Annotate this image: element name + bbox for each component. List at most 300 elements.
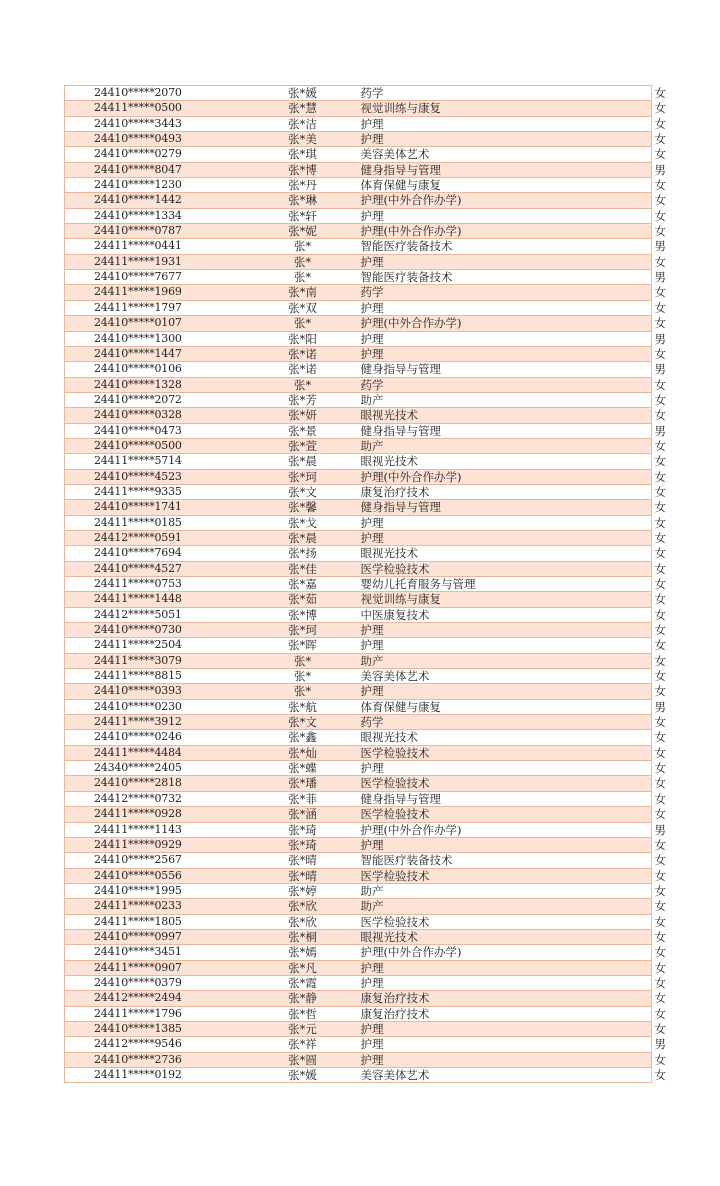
- student-id-cell: 24411*****8815: [65, 669, 247, 684]
- table-row: [65, 1052, 652, 1067]
- student-name-cell: 张*双: [247, 300, 347, 315]
- major-cell: 健身指导与管理: [347, 162, 539, 177]
- student-name-cell: 张*诺: [247, 346, 347, 361]
- table-row: [65, 546, 652, 561]
- gender-cell: 女: [539, 438, 652, 453]
- student-name-cell: 张*晴: [247, 853, 347, 868]
- table-row: [65, 484, 652, 499]
- student-name-cell: 张*琪: [247, 147, 347, 162]
- major-cell: 护理(中外合作办学): [347, 224, 539, 239]
- table-row: [65, 1006, 652, 1021]
- gender-cell: 男: [539, 423, 652, 438]
- student-name-cell: 张*灿: [247, 745, 347, 760]
- major-cell: 婴幼儿托育服务与管理: [347, 577, 539, 592]
- gender-cell: 女: [539, 837, 652, 852]
- major-cell: 智能医疗装备技术: [347, 270, 539, 285]
- gender-cell: 女: [539, 530, 652, 545]
- student-id-cell: 24411*****0753: [65, 577, 247, 592]
- gender-cell: 女: [539, 300, 652, 315]
- major-cell: 药学: [347, 285, 539, 300]
- table-row: [65, 408, 652, 423]
- gender-cell: 女: [539, 1052, 652, 1067]
- major-cell: 药学: [347, 715, 539, 730]
- student-id-cell: 24410*****8047: [65, 162, 247, 177]
- major-cell: 视觉训练与康复: [347, 592, 539, 607]
- gender-cell: 女: [539, 86, 652, 101]
- student-name-cell: 张*涵: [247, 807, 347, 822]
- student-id-cell: 24410*****0279: [65, 147, 247, 162]
- student-name-cell: 张*欣: [247, 914, 347, 929]
- major-cell: 护理(中外合作办学): [347, 822, 539, 837]
- table-row: [65, 837, 652, 852]
- table-row: [65, 101, 652, 116]
- student-id-cell: 24410*****0393: [65, 684, 247, 699]
- student-id-cell: 24410*****0556: [65, 868, 247, 883]
- major-cell: 护理: [347, 132, 539, 147]
- student-name-cell: 张*琦: [247, 822, 347, 837]
- student-name-cell: 张*: [247, 316, 347, 331]
- table-row: [65, 715, 652, 730]
- major-cell: 护理: [347, 331, 539, 346]
- student-name-cell: 张*菲: [247, 791, 347, 806]
- student-name-cell: 张*琦: [247, 837, 347, 852]
- student-name-cell: 张*慧: [247, 101, 347, 116]
- table-row: [65, 208, 652, 223]
- table-row: [65, 1021, 652, 1036]
- gender-cell: 女: [539, 975, 652, 990]
- table-row: [65, 868, 652, 883]
- major-cell: 健身指导与管理: [347, 423, 539, 438]
- table-row: [65, 500, 652, 515]
- student-id-cell: 24412*****0591: [65, 530, 247, 545]
- gender-cell: 女: [539, 316, 652, 331]
- student-name-cell: 张*: [247, 270, 347, 285]
- student-id-cell: 24412*****0732: [65, 791, 247, 806]
- student-id-cell: 24411*****9335: [65, 484, 247, 499]
- student-name-cell: 张*桐: [247, 929, 347, 944]
- gender-cell: 女: [539, 960, 652, 975]
- major-cell: 体育保健与康复: [347, 699, 539, 714]
- table-row: [65, 853, 652, 868]
- major-cell: 护理: [347, 530, 539, 545]
- student-name-cell: 张*蝶: [247, 761, 347, 776]
- student-name-cell: 张*诺: [247, 362, 347, 377]
- student-id-cell: 24410*****1334: [65, 208, 247, 223]
- student-name-cell: 张*茹: [247, 592, 347, 607]
- student-name-cell: 张*美: [247, 132, 347, 147]
- gender-cell: 男: [539, 822, 652, 837]
- table-row: [65, 300, 652, 315]
- student-name-cell: 张*欣: [247, 899, 347, 914]
- student-id-cell: 24410*****0787: [65, 224, 247, 239]
- major-cell: 护理(中外合作办学): [347, 193, 539, 208]
- student-name-cell: 张*馨: [247, 500, 347, 515]
- student-name-cell: 张*: [247, 653, 347, 668]
- major-cell: 医学检验技术: [347, 807, 539, 822]
- table-row: [65, 577, 652, 592]
- major-cell: 医学检验技术: [347, 561, 539, 576]
- gender-cell: 女: [539, 684, 652, 699]
- gender-cell: 男: [539, 1037, 652, 1052]
- major-cell: 护理: [347, 116, 539, 131]
- major-cell: 助产: [347, 899, 539, 914]
- gender-cell: 女: [539, 776, 652, 791]
- student-name-cell: 张*轩: [247, 208, 347, 223]
- student-name-cell: 张*: [247, 254, 347, 269]
- student-name-cell: 张*洁: [247, 116, 347, 131]
- major-cell: 助产: [347, 653, 539, 668]
- student-name-cell: 张*文: [247, 715, 347, 730]
- gender-cell: 女: [539, 638, 652, 653]
- student-id-cell: 24410*****0246: [65, 730, 247, 745]
- table-row: [65, 822, 652, 837]
- gender-cell: 女: [539, 607, 652, 622]
- table-row: [65, 147, 652, 162]
- major-cell: 智能医疗装备技术: [347, 239, 539, 254]
- major-cell: 护理: [347, 684, 539, 699]
- student-id-cell: 24411*****1796: [65, 1006, 247, 1021]
- major-cell: 护理(中外合作办学): [347, 945, 539, 960]
- major-cell: 眼视光技术: [347, 408, 539, 423]
- table-row: [65, 592, 652, 607]
- student-id-cell: 24410*****0328: [65, 408, 247, 423]
- student-name-cell: 张*景: [247, 423, 347, 438]
- gender-cell: 女: [539, 914, 652, 929]
- student-name-cell: 张*芳: [247, 392, 347, 407]
- gender-cell: 女: [539, 730, 652, 745]
- student-id-cell: 24410*****3451: [65, 945, 247, 960]
- table-row: [65, 392, 652, 407]
- student-name-cell: 张*博: [247, 162, 347, 177]
- table-row: [65, 515, 652, 530]
- student-name-cell: 张*璠: [247, 776, 347, 791]
- student-name-cell: 张*妍: [247, 408, 347, 423]
- gender-cell: 女: [539, 285, 652, 300]
- major-cell: 助产: [347, 392, 539, 407]
- table-row: [65, 193, 652, 208]
- table-row: [65, 975, 652, 990]
- major-cell: 美容美体艺术: [347, 669, 539, 684]
- student-id-cell: 24410*****4527: [65, 561, 247, 576]
- gender-cell: 女: [539, 454, 652, 469]
- major-cell: 护理: [347, 623, 539, 638]
- major-cell: 医学检验技术: [347, 868, 539, 883]
- table-row: [65, 699, 652, 714]
- gender-cell: 女: [539, 408, 652, 423]
- student-name-cell: 张*嘉: [247, 577, 347, 592]
- table-row: [65, 730, 652, 745]
- student-name-cell: 张*丹: [247, 178, 347, 193]
- student-id-cell: 24410*****1385: [65, 1021, 247, 1036]
- student-id-cell: 24411*****1448: [65, 592, 247, 607]
- student-id-cell: 24410*****0500: [65, 438, 247, 453]
- gender-cell: 女: [539, 561, 652, 576]
- student-name-cell: 张*: [247, 239, 347, 254]
- gender-cell: 女: [539, 761, 652, 776]
- major-cell: 护理: [347, 975, 539, 990]
- student-name-cell: 张*琳: [247, 193, 347, 208]
- student-id-cell: 24411*****1143: [65, 822, 247, 837]
- student-id-cell: 24411*****0233: [65, 899, 247, 914]
- student-name-cell: 张*媛: [247, 86, 347, 101]
- student-id-cell: 24410*****0107: [65, 316, 247, 331]
- major-cell: 医学检验技术: [347, 745, 539, 760]
- gender-cell: 男: [539, 239, 652, 254]
- gender-cell: 女: [539, 1021, 652, 1036]
- major-cell: 护理: [347, 515, 539, 530]
- gender-cell: 女: [539, 807, 652, 822]
- major-cell: 美容美体艺术: [347, 1068, 539, 1083]
- table-row: [65, 530, 652, 545]
- table-row: [65, 331, 652, 346]
- major-cell: 护理: [347, 837, 539, 852]
- major-cell: 健身指导与管理: [347, 500, 539, 515]
- gender-cell: 女: [539, 653, 652, 668]
- table-row: [65, 86, 652, 101]
- table-row: [65, 899, 652, 914]
- student-name-cell: 张*媛: [247, 1068, 347, 1083]
- gender-cell: 女: [539, 945, 652, 960]
- gender-cell: 女: [539, 224, 652, 239]
- student-name-cell: 张*: [247, 684, 347, 699]
- major-cell: 智能医疗装备技术: [347, 853, 539, 868]
- student-id-cell: 24411*****3912: [65, 715, 247, 730]
- gender-cell: 女: [539, 791, 652, 806]
- student-id-cell: 24412*****5051: [65, 607, 247, 622]
- student-name-cell: 张*珂: [247, 623, 347, 638]
- major-cell: 体育保健与康复: [347, 178, 539, 193]
- gender-cell: 女: [539, 1006, 652, 1021]
- major-cell: 眼视光技术: [347, 454, 539, 469]
- student-id-cell: 24410*****4523: [65, 469, 247, 484]
- student-name-cell: 张*元: [247, 1021, 347, 1036]
- table-row: [65, 960, 652, 975]
- student-id-cell: 24410*****1328: [65, 377, 247, 392]
- table-row: [65, 377, 652, 392]
- student-name-cell: 张*妮: [247, 224, 347, 239]
- student-id-cell: 24410*****7694: [65, 546, 247, 561]
- student-name-cell: 张*圆: [247, 1052, 347, 1067]
- table-row: [65, 316, 652, 331]
- table-row: [65, 178, 652, 193]
- gender-cell: 女: [539, 254, 652, 269]
- student-id-cell: 24411*****5714: [65, 454, 247, 469]
- major-cell: 眼视光技术: [347, 929, 539, 944]
- major-cell: 护理(中外合作办学): [347, 469, 539, 484]
- student-id-cell: 24411*****1797: [65, 300, 247, 315]
- student-id-cell: 24410*****2567: [65, 853, 247, 868]
- table-row: [65, 469, 652, 484]
- major-cell: 中医康复技术: [347, 607, 539, 622]
- student-id-cell: 24411*****4484: [65, 745, 247, 760]
- student-name-cell: 张*婷: [247, 883, 347, 898]
- gender-cell: 男: [539, 162, 652, 177]
- table-row: [65, 423, 652, 438]
- student-id-cell: 24410*****1442: [65, 193, 247, 208]
- student-name-cell: 张*阳: [247, 331, 347, 346]
- student-id-cell: 24410*****1300: [65, 331, 247, 346]
- major-cell: 护理: [347, 208, 539, 223]
- table-row: [65, 116, 652, 131]
- major-cell: 护理: [347, 638, 539, 653]
- table-row: [65, 669, 652, 684]
- student-id-cell: 24410*****0730: [65, 623, 247, 638]
- student-id-cell: 24410*****2072: [65, 392, 247, 407]
- gender-cell: 女: [539, 147, 652, 162]
- major-cell: 护理(中外合作办学): [347, 316, 539, 331]
- table-row: [65, 362, 652, 377]
- table-row: [65, 638, 652, 653]
- student-name-cell: 张*珂: [247, 469, 347, 484]
- student-id-cell: 24411*****0192: [65, 1068, 247, 1083]
- gender-cell: 女: [539, 208, 652, 223]
- table-row: [65, 270, 652, 285]
- major-cell: 护理: [347, 1052, 539, 1067]
- student-id-cell: 24411*****1805: [65, 914, 247, 929]
- major-cell: 护理: [347, 761, 539, 776]
- table-row: [65, 776, 652, 791]
- table-row: [65, 254, 652, 269]
- student-name-cell: 张*鑫: [247, 730, 347, 745]
- table-row: [65, 991, 652, 1006]
- table-row: [65, 1068, 652, 1083]
- major-cell: 药学: [347, 377, 539, 392]
- student-name-cell: 张*航: [247, 699, 347, 714]
- student-name-cell: 张*霞: [247, 975, 347, 990]
- student-name-cell: 张*戈: [247, 515, 347, 530]
- student-id-cell: 24412*****2494: [65, 991, 247, 1006]
- major-cell: 眼视光技术: [347, 730, 539, 745]
- student-id-cell: 24411*****0441: [65, 239, 247, 254]
- gender-cell: 女: [539, 101, 652, 116]
- student-id-cell: 24411*****3079: [65, 653, 247, 668]
- student-id-cell: 24410*****0230: [65, 699, 247, 714]
- student-id-cell: 24410*****1447: [65, 346, 247, 361]
- major-cell: 护理: [347, 346, 539, 361]
- major-cell: 医学检验技术: [347, 914, 539, 929]
- table-row: [65, 607, 652, 622]
- student-id-cell: 24411*****0928: [65, 807, 247, 822]
- student-id-cell: 24410*****3443: [65, 116, 247, 131]
- student-name-cell: 张*萱: [247, 438, 347, 453]
- student-id-cell: 24410*****0997: [65, 929, 247, 944]
- gender-cell: 男: [539, 270, 652, 285]
- gender-cell: 女: [539, 1068, 652, 1083]
- major-cell: 康复治疗技术: [347, 484, 539, 499]
- student-id-cell: 24411*****2504: [65, 638, 247, 653]
- roster-body: [65, 86, 666, 1083]
- table-row: [65, 745, 652, 760]
- gender-cell: 女: [539, 515, 652, 530]
- student-name-cell: 张*晨: [247, 530, 347, 545]
- major-cell: 护理: [347, 300, 539, 315]
- student-name-cell: 张*佳: [247, 561, 347, 576]
- student-id-cell: 24410*****7677: [65, 270, 247, 285]
- major-cell: 药学: [347, 86, 539, 101]
- student-id-cell: 24410*****2736: [65, 1052, 247, 1067]
- student-id-cell: 24412*****9546: [65, 1037, 247, 1052]
- table-row: [65, 653, 652, 668]
- gender-cell: 女: [539, 929, 652, 944]
- student-id-cell: 24410*****2070: [65, 86, 247, 101]
- table-row: [65, 1037, 652, 1052]
- major-cell: 康复治疗技术: [347, 1006, 539, 1021]
- student-id-cell: 24411*****0907: [65, 960, 247, 975]
- student-name-cell: 张*扬: [247, 546, 347, 561]
- table-row: [65, 454, 652, 469]
- major-cell: 健身指导与管理: [347, 362, 539, 377]
- gender-cell: 女: [539, 346, 652, 361]
- student-name-cell: 张*博: [247, 607, 347, 622]
- student-name-cell: 张*嫣: [247, 945, 347, 960]
- gender-cell: 女: [539, 991, 652, 1006]
- student-id-cell: 24410*****0379: [65, 975, 247, 990]
- student-name-cell: 张*晖: [247, 638, 347, 653]
- student-id-cell: 24340*****2405: [65, 761, 247, 776]
- gender-cell: 女: [539, 623, 652, 638]
- student-name-cell: 张*文: [247, 484, 347, 499]
- gender-cell: 女: [539, 392, 652, 407]
- table-row: [65, 239, 652, 254]
- major-cell: 视觉训练与康复: [347, 101, 539, 116]
- student-id-cell: 24411*****0185: [65, 515, 247, 530]
- gender-cell: 女: [539, 484, 652, 499]
- major-cell: 康复治疗技术: [347, 991, 539, 1006]
- student-id-cell: 24410*****1995: [65, 883, 247, 898]
- major-cell: 健身指导与管理: [347, 791, 539, 806]
- student-id-cell: 24410*****2818: [65, 776, 247, 791]
- gender-cell: 男: [539, 362, 652, 377]
- gender-cell: 女: [539, 178, 652, 193]
- major-cell: 护理: [347, 1021, 539, 1036]
- major-cell: 助产: [347, 438, 539, 453]
- student-id-cell: 24411*****1969: [65, 285, 247, 300]
- student-id-cell: 24411*****0929: [65, 837, 247, 852]
- table-row: [65, 285, 652, 300]
- student-id-cell: 24411*****1931: [65, 254, 247, 269]
- major-cell: 美容美体艺术: [347, 147, 539, 162]
- gender-cell: 女: [539, 116, 652, 131]
- table-row: [65, 807, 652, 822]
- gender-cell: 女: [539, 868, 652, 883]
- gender-cell: 女: [539, 469, 652, 484]
- table-row: [65, 929, 652, 944]
- table-row: [65, 761, 652, 776]
- gender-cell: 女: [539, 715, 652, 730]
- table-row: [65, 162, 652, 177]
- table-row: [65, 438, 652, 453]
- gender-cell: 女: [539, 193, 652, 208]
- student-id-cell: 24410*****1230: [65, 178, 247, 193]
- student-id-cell: 24410*****0473: [65, 423, 247, 438]
- student-id-cell: 24411*****0500: [65, 101, 247, 116]
- table-row: [65, 623, 652, 638]
- student-name-cell: 张*静: [247, 991, 347, 1006]
- student-name-cell: 张*凡: [247, 960, 347, 975]
- gender-cell: 女: [539, 500, 652, 515]
- table-row: [65, 945, 652, 960]
- student-id-cell: 24410*****0493: [65, 132, 247, 147]
- table-row: [65, 914, 652, 929]
- table-row: [65, 346, 652, 361]
- table-row: [65, 224, 652, 239]
- student-name-cell: 张*: [247, 377, 347, 392]
- gender-cell: 女: [539, 899, 652, 914]
- table-row: [65, 791, 652, 806]
- student-name-cell: 张*晨: [247, 454, 347, 469]
- student-name-cell: 张*晴: [247, 868, 347, 883]
- gender-cell: 女: [539, 132, 652, 147]
